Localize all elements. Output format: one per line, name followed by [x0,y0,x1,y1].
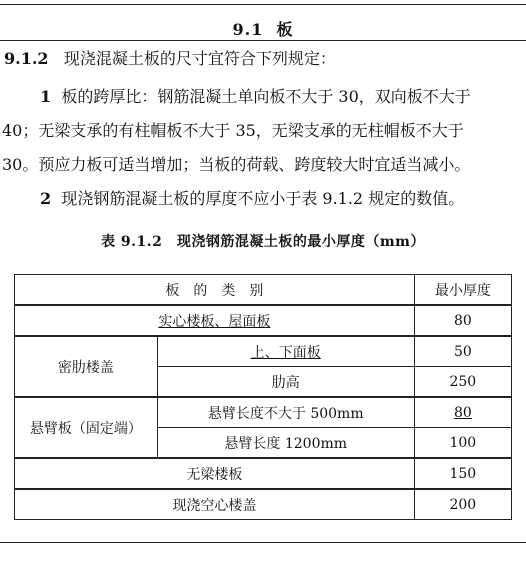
section-title [0,17,526,40]
top-rule [0,4,526,5]
hollow-value: 200 [414,489,511,520]
cantilever-sub-1-value: 80 [453,404,472,421]
item-2-line-1 [40,186,464,209]
title-rule [0,40,526,41]
section-number: 9.1 [232,20,264,39]
beamless-value: 150 [414,458,511,489]
clause-text: 现浇混凝土板的尺寸宜符合下列规定： [63,49,336,68]
item-1-text-2: 40；无梁支承的有柱帽板不大于 35，无梁支承的无柱帽板不大于 [2,121,464,140]
beamless-label: 无梁楼板 [15,458,415,489]
cantilever-sub-2-value: 100 [414,428,511,459]
table-caption: 表 9.1.2 现浇钢筋混凝土板的最小厚度（mm） [101,234,425,250]
bottom-rule [0,542,526,543]
table-row-hollow [15,489,512,520]
table-row-beamless [15,458,512,489]
section-name: 板 [276,20,294,39]
ribbed-sub-1-value: 50 [414,336,511,367]
header-type: 板 的 类 别 [15,275,415,306]
solid-value: 80 [414,305,511,336]
ribbed-sub-2-value: 250 [414,367,511,398]
cantilever-sub-1-label: 悬臂长度不大于 500mm [157,397,414,428]
ribbed-group: 密肋楼盖 [15,336,158,397]
clause-number: 9.1.2 [4,49,49,68]
table-row-ribbed-1 [15,336,512,367]
item-1-number: 1 [40,87,52,106]
item-2-text-1: 现浇钢筋混凝土板的厚度不应小于表 9.1.2 规定的数值。 [61,189,465,208]
solid-label: 实心楼板、屋面板 [158,313,271,330]
item-1-text-3: 30。预应力板可适当增加；当板的荷载、跨度较大时宜适当减小。 [2,155,471,174]
cantilever-sub-2-label: 悬臂长度 1200mm [157,428,414,459]
item-1-line-2 [2,118,464,141]
table-row-cantilever-1 [15,397,512,428]
min-thickness-table [14,274,512,520]
item-1-line-3 [2,152,470,175]
ribbed-sub-1-label: 上、下面板 [250,344,321,361]
clause-line [4,46,336,69]
item-1-line-1 [40,84,471,107]
table-header-row [15,275,512,306]
cantilever-group: 悬臂板（固定端） [15,397,158,458]
hollow-label: 现浇空心楼盖 [15,489,415,520]
header-min: 最小厚度 [414,275,511,306]
table-row-solid [15,305,512,336]
ribbed-sub-2-label: 肋高 [157,367,414,398]
item-1-text-1: 板的跨厚比：钢筋混凝土单向板不大于 30，双向板不大于 [61,87,471,106]
item-2-number: 2 [40,189,52,208]
